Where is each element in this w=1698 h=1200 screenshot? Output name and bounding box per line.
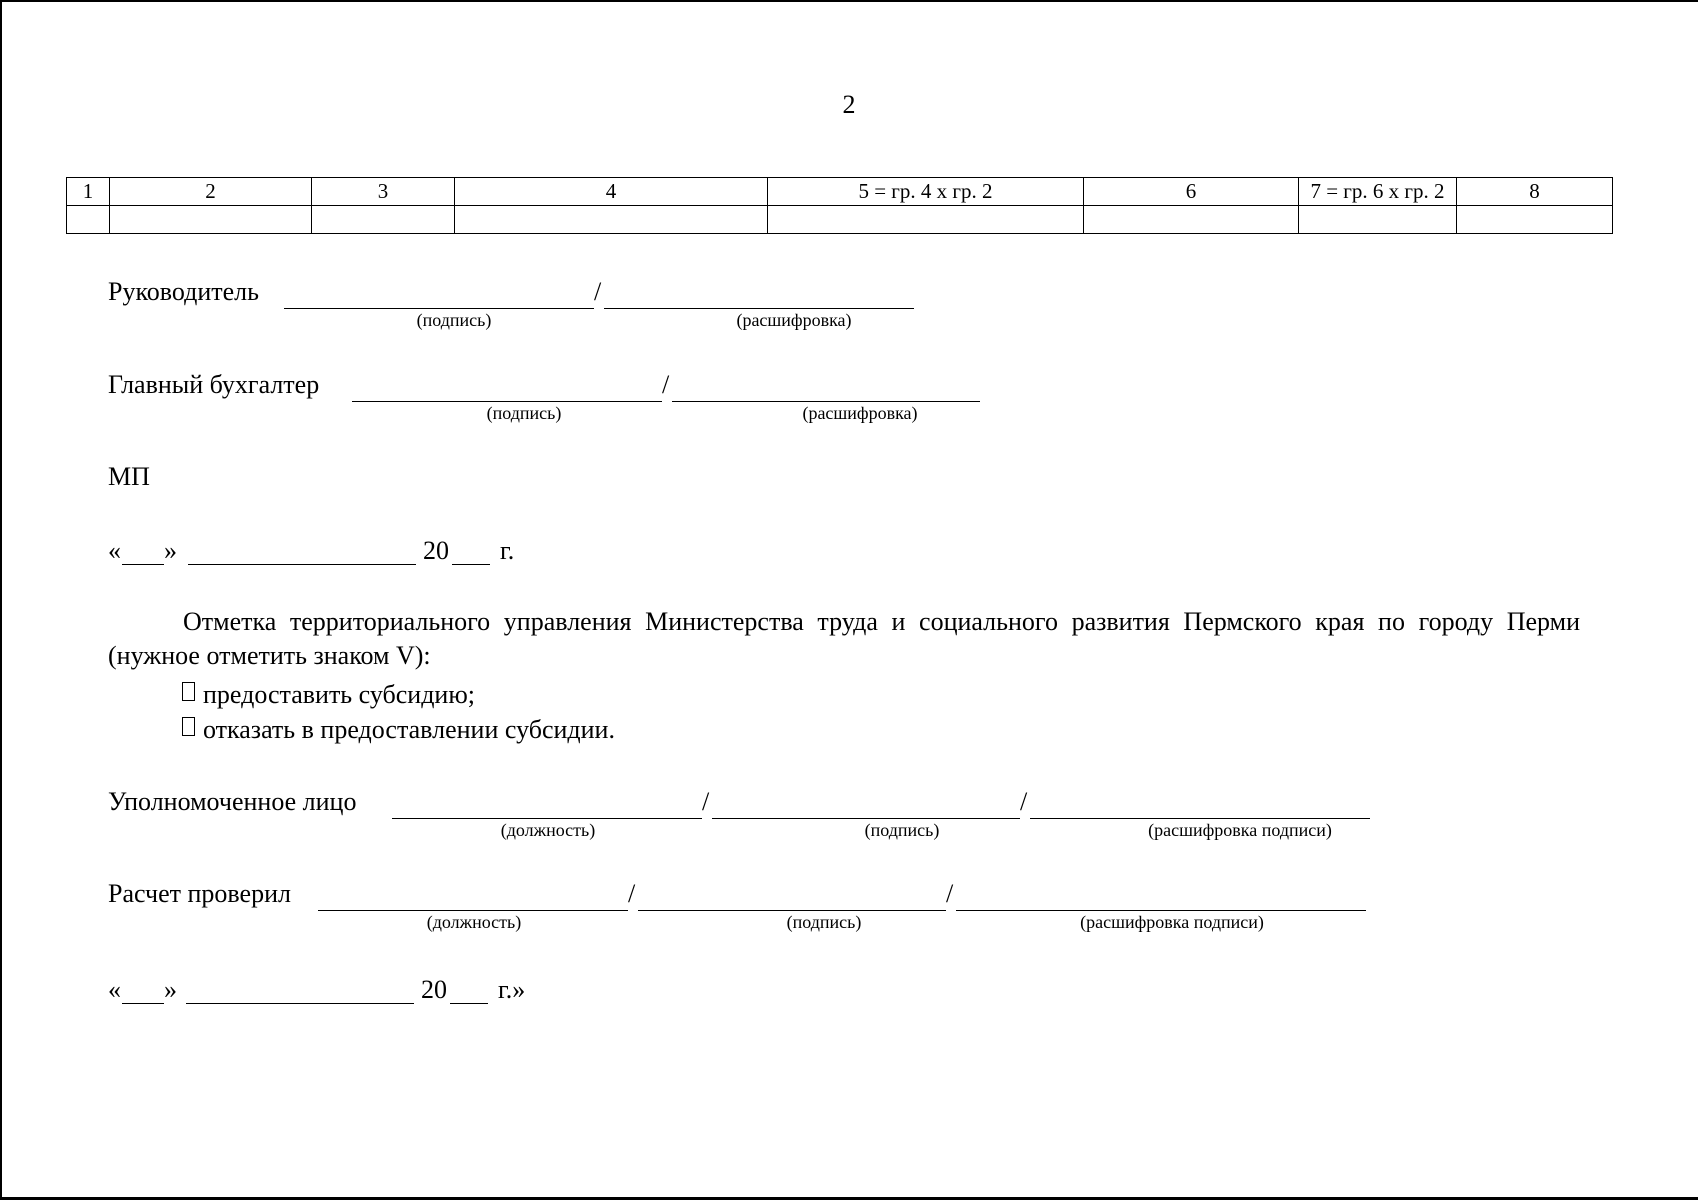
- separator-slash: /: [702, 787, 710, 816]
- accountant-signature-line[interactable]: [352, 401, 662, 402]
- data-table: [66, 177, 1613, 234]
- authorized-signature-line[interactable]: [712, 818, 1020, 819]
- accountant-caption-name: (расшифровка): [802, 403, 918, 423]
- accountant-caption-signature: (подпись): [486, 403, 562, 423]
- authorized-label: Уполномоченное лицо: [108, 787, 357, 816]
- head-name-line[interactable]: [604, 308, 914, 309]
- checked-name-line[interactable]: [956, 910, 1366, 911]
- checked-label: Расчет проверил: [108, 879, 291, 908]
- table-header-cell: 1: [67, 178, 110, 206]
- authorized-position-line[interactable]: [392, 818, 702, 819]
- date2-day-line[interactable]: [122, 1003, 164, 1004]
- table-header-cell: 4: [455, 178, 768, 206]
- table-cell[interactable]: [1084, 206, 1299, 234]
- page-number: 2: [842, 90, 856, 119]
- table-header-cell: 3: [312, 178, 455, 206]
- accountant-name-line[interactable]: [672, 401, 980, 402]
- date2-open-quote: «: [108, 975, 121, 1004]
- mark-paragraph: Отметка территориального управления Министерства труда и социального развития Пермского края по городу Перми (нужное отметить знаком V):: [108, 607, 1580, 670]
- date-close-quote: »: [164, 536, 177, 565]
- checked-caption-name: (расшифровка подписи): [1080, 912, 1264, 932]
- head-label: Руководитель: [108, 277, 259, 306]
- checkbox-icon[interactable]: [182, 717, 195, 736]
- accountant-label: Главный бухгалтер: [108, 370, 320, 399]
- option-label: предоставить субсидию;: [203, 680, 475, 709]
- date2-year-prefix: 20: [421, 975, 447, 1004]
- table-cell[interactable]: [312, 206, 455, 234]
- table-cell[interactable]: [110, 206, 312, 234]
- table-header-cell: 2: [110, 178, 312, 206]
- checkbox-icon[interactable]: [182, 682, 195, 701]
- authorized-caption-position: (должность): [500, 820, 596, 840]
- date2-close-quote: »: [164, 975, 177, 1004]
- authorized-caption-signature: (подпись): [864, 820, 940, 840]
- table-cell[interactable]: [768, 206, 1084, 234]
- stamp-placeholder: МП: [108, 462, 150, 491]
- table-cell[interactable]: [1457, 206, 1613, 234]
- table-header-cell: 8: [1457, 178, 1613, 206]
- authorized-name-line[interactable]: [1030, 818, 1370, 819]
- date2-year-line[interactable]: [450, 1003, 488, 1004]
- table-row: [67, 206, 1613, 234]
- checked-signature-line[interactable]: [638, 910, 946, 911]
- head-caption-name: (расшифровка): [736, 310, 852, 330]
- checked-position-line[interactable]: [318, 910, 628, 911]
- option-grant[interactable]: [182, 680, 475, 710]
- date-month-line[interactable]: [188, 564, 416, 565]
- checked-caption-position: (должность): [426, 912, 522, 932]
- separator-slash: /: [1020, 787, 1028, 816]
- table-header-cell: 7 = гр. 6 х гр. 2: [1299, 178, 1457, 206]
- head-caption-signature: (подпись): [416, 310, 492, 330]
- separator-slash: /: [628, 879, 636, 908]
- option-label: отказать в предоставлении субсидии.: [203, 715, 615, 744]
- authorized-caption-name: (расшифровка подписи): [1148, 820, 1332, 840]
- date2-year-suffix: г.»: [498, 975, 526, 1004]
- separator-slash: /: [946, 879, 954, 908]
- separator-slash: /: [594, 277, 602, 306]
- table-cell[interactable]: [455, 206, 768, 234]
- table-cell[interactable]: [1299, 206, 1457, 234]
- table-cell[interactable]: [67, 206, 110, 234]
- checked-caption-signature: (подпись): [786, 912, 862, 932]
- table-header-cell: 5 = гр. 4 х гр. 2: [768, 178, 1084, 206]
- table-header-cell: 6: [1084, 178, 1299, 206]
- separator-slash: /: [662, 370, 670, 399]
- date-year-prefix: 20: [423, 536, 449, 565]
- table-header-row: [67, 178, 1613, 206]
- date-year-line[interactable]: [452, 564, 490, 565]
- date-day-line[interactable]: [122, 564, 164, 565]
- head-signature-line[interactable]: [284, 308, 594, 309]
- date2-month-line[interactable]: [186, 1003, 414, 1004]
- option-refuse[interactable]: [182, 715, 615, 745]
- date-open-quote: «: [108, 536, 121, 565]
- date-year-suffix: г.: [500, 536, 515, 565]
